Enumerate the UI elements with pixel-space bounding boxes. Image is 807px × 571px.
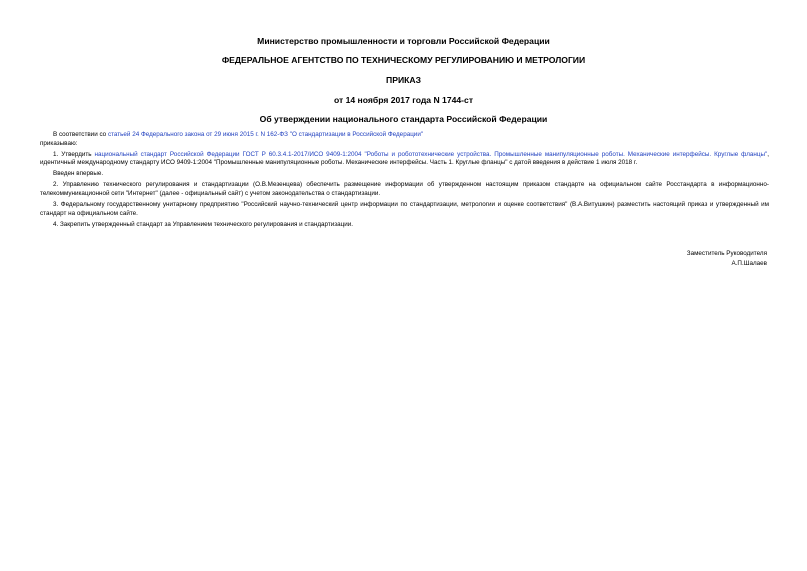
introduced-first-note: Введен впервые. [53,170,104,178]
document-date-number: от 14 ноября 2017 года N 1744-ст [333,95,474,105]
signatory-name: А.П.Шалаев [731,259,767,267]
item-2: 2. Управлению технического регулирования и стандартизации (О.В.Мезенцева) обеспечить размещение информации об утвержденном настоящим приказом стандарте на официальном сайте Росстандарта в информационно-телекоммуникационной сети "Интернет" (далее - официальный сайт) с учетом законодательства о стандартизации. [40,181,769,198]
document-type: ПРИКАЗ [386,75,421,85]
item-4: 4. Закрепить утвержденный стандарт за Управлением технического регулирования и стандартизации. [53,220,354,228]
agency-heading: ФЕДЕРАЛЬНОЕ АГЕНТСТВО ПО ТЕХНИЧЕСКОМУ РЕГУЛИРОВАНИЮ И МЕТРОЛОГИИ [221,55,586,65]
item-1-prefix: 1. Утвердить [53,150,95,158]
item-1 [40,151,769,168]
document-body [40,131,769,229]
intro-prefix: В соответствии со [53,131,108,138]
signature-block [687,249,767,268]
order-word: приказываю: [40,139,78,147]
intro-paragraph [40,131,769,140]
standard-link[interactable]: национальный стандарт Российской Федерации ГОСТ Р 60.3.4.1-2017/ИСО 9409-1:2004 "Роботы и робототехнические устройства. Промышленные манипуляционные роботы. Механические интерфейсы. Круглые фланцы" [94,150,768,158]
law-link[interactable]: статьей 24 Федерального закона от 29 июня 2015 г. N 162-ФЗ "О стандартизации в Российской Федерации" [107,131,424,138]
item-1-suffix: , идентичный международному стандарту ИСО 9409-1:2004 "Промышленные манипуляционные роботы. Механические интерфейсы. Часть 1. Круглые фланцы" с датой введения в действие 1 июля 2018 г. [40,150,769,167]
document-subject: Об утверждении национального стандарта Российской Федерации [259,114,548,124]
ministry-heading: Министерство промышленности и торговли Российской Федерации [257,36,550,46]
item-3: 3. Федеральному государственному унитарному предприятию "Российский научно-технический центр информации по стандартизации, метрологии и оценке соответствия" (В.А.Витушкин) разместить настоящий приказ и утвержденный им стандарт на официальном сайте. [40,201,769,217]
signatory-position: Заместитель Руководителя [686,250,767,257]
